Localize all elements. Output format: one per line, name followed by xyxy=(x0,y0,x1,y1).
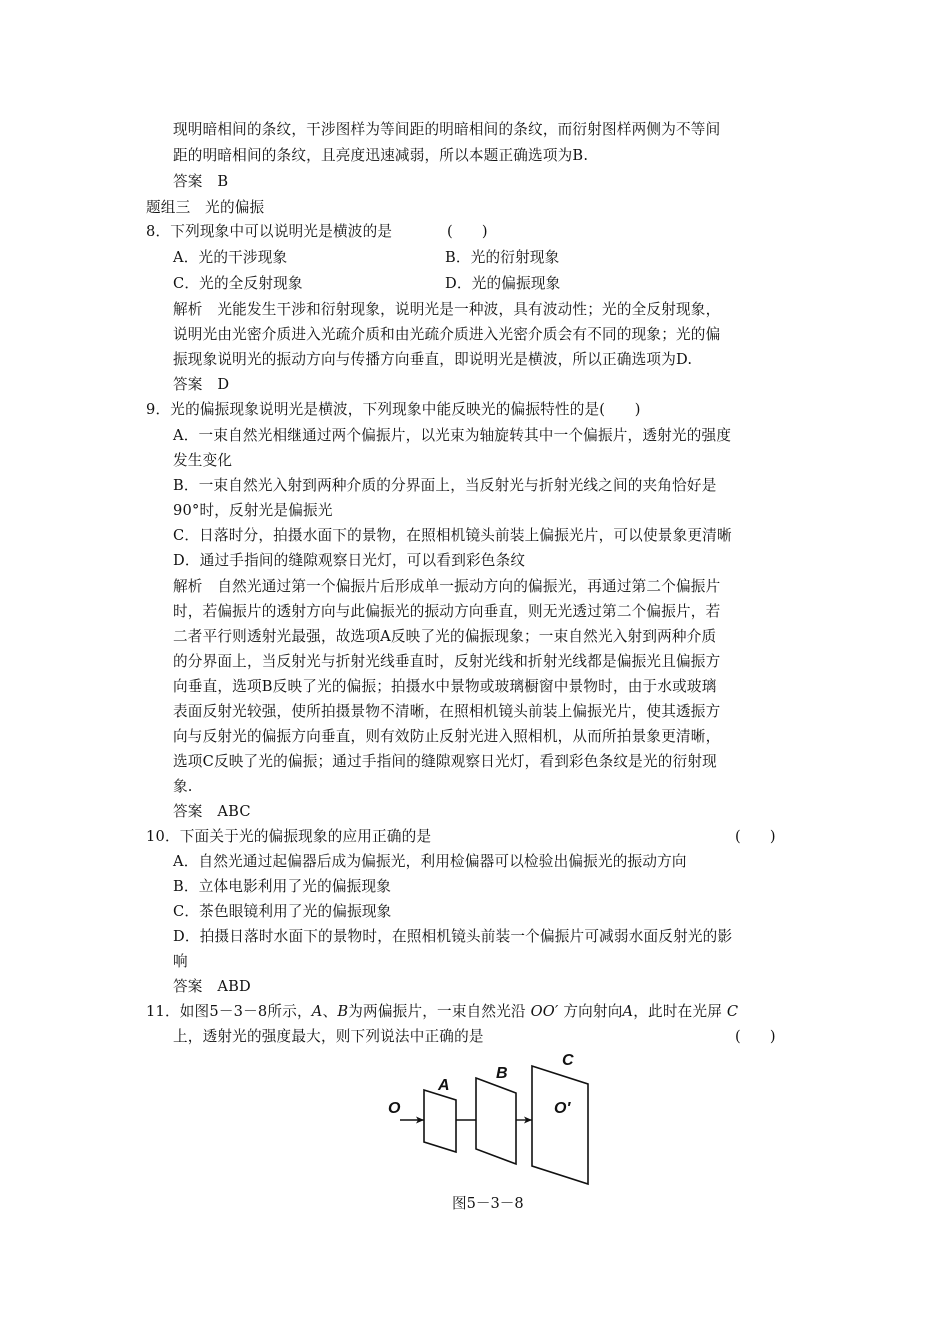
explanation-line: 的分界面上，当反射光与折射光线垂直时，反射光线和折射光线都是偏振光且偏振方 xyxy=(173,653,721,670)
option-d: D．光的偏振现象 xyxy=(445,275,561,292)
polarizer-a-plate xyxy=(424,1090,456,1152)
text-line: 现明暗相间的条纹，干涉图样为等间距的明暗相间的条纹，而衍射图样两侧为不等间 xyxy=(173,121,721,138)
q11-text: 、 xyxy=(322,1003,338,1020)
explanation-line: 向与反射光的偏振方向垂直，则有效防止反射光进入照相机，从而所拍景象更清晰， xyxy=(173,728,721,745)
option-d-cont: 响 xyxy=(173,953,188,970)
question-10: 10．下面关于光的偏振现象的应用正确的是 xyxy=(146,828,432,845)
q11-var: A xyxy=(622,1003,634,1020)
q11-text: 方向射向 xyxy=(563,1003,623,1020)
explanation-line: 选项C反映了光的偏振；通过手指间的缝隙观察日光灯，看到彩色条纹是光的衍射现 xyxy=(173,753,717,770)
label-a: A xyxy=(438,1077,450,1094)
question-11 xyxy=(146,1002,738,1022)
option-b-cont: 90°时，反射光是偏振光 xyxy=(173,502,333,519)
explanation-line: 二者平行则透射光最强，故选项A反映了光的偏振现象；一束自然光入射到两种介质 xyxy=(173,628,717,645)
q11-var: OO′ xyxy=(530,1003,559,1020)
answer-line: 答案 ABD xyxy=(173,978,251,995)
explanation-line: 向垂直，选项B反映了光的偏振；拍摄水中景物或玻璃橱窗中景物时，由于水或玻璃 xyxy=(173,678,717,695)
explanation-line: 时，若偏振片的透射方向与此偏振光的振动方向垂直，则无光透过第二个偏振片，若 xyxy=(173,603,721,620)
option-b: B．光的衍射现象 xyxy=(445,249,560,266)
answer-line: 答案 D xyxy=(173,376,230,393)
answer-bracket: ( ) xyxy=(735,828,776,845)
option-a: A．自然光通过起偏器后成为偏振光，利用检偏器可以检验出偏振光的振动方向 xyxy=(173,853,687,870)
q11-text: 为两偏振片，一束自然光沿 xyxy=(348,1003,526,1020)
option-c: C．日落时分，拍摄水面下的景物，在照相机镜头前装上偏振光片，可以使景象更清晰 xyxy=(173,527,732,544)
q11-var: C xyxy=(726,1003,739,1020)
q11-text: 11．如图5－3－8所示， xyxy=(146,1003,312,1020)
explanation-line: 解析 光能发生干涉和衍射现象，说明光是一种波，具有波动性；光的全反射现象， xyxy=(173,301,721,318)
answer-line: 答案 B xyxy=(173,173,229,190)
question-8: 8．下列现象中可以说明光是横波的是 xyxy=(146,223,393,240)
option-a: A．一束自然光相继通过两个偏振片，以光束为轴旋转其中一个偏振片，透射光的强度 xyxy=(173,427,732,444)
answer-line: 答案 ABC xyxy=(173,803,251,820)
answer-bracket: ( ) xyxy=(735,1028,776,1045)
polarizer-b-plate xyxy=(476,1078,516,1164)
option-a: A．光的干涉现象 xyxy=(173,249,288,266)
label-o-prime: O′ xyxy=(554,1100,571,1117)
label-b: B xyxy=(496,1065,508,1082)
section-heading: 题组三 光的偏振 xyxy=(146,199,265,216)
text-line: 距的明暗相间的条纹，且亮度迅速减弱，所以本题正确选项为B. xyxy=(173,147,589,164)
label-o: O xyxy=(388,1100,401,1117)
q11-var: A xyxy=(311,1003,323,1020)
answer-bracket: ( ) xyxy=(447,223,488,240)
q11-var: B xyxy=(337,1003,349,1020)
option-c: C．茶色眼镜利用了光的偏振现象 xyxy=(173,903,392,920)
screen-c-plate xyxy=(532,1066,588,1184)
explanation-line: 说明光由光密介质进入光疏介质和由光疏介质进入光密介质会有不同的现象；光的偏 xyxy=(173,326,721,343)
option-d: D．拍摄日落时水面下的景物时，在照相机镜头前装一个偏振片可减弱水面反射光的影 xyxy=(173,928,733,945)
explanation-line: 振现象说明光的振动方向与传播方向垂直，即说明光是横波，所以正确选项为D. xyxy=(173,351,693,368)
option-a-cont: 发生变化 xyxy=(173,452,233,469)
question-11-cont: 上，透射光的强度最大，则下列说法中正确的是 xyxy=(173,1028,484,1045)
polarizer-diagram xyxy=(380,1050,610,1190)
option-b: B．一束自然光入射到两种介质的分界面上，当反射光与折射光线之间的夹角恰好是 xyxy=(173,477,717,494)
q11-text: ，此时在光屏 xyxy=(633,1003,723,1020)
option-b: B．立体电影利用了光的偏振现象 xyxy=(173,878,392,895)
explanation-line: 表面反射光较强，使所拍摄景物不清晰，在照相机镜头前装上偏振光片，使其透振方 xyxy=(173,703,721,720)
option-d: D．通过手指间的缝隙观察日光灯，可以看到彩色条纹 xyxy=(173,552,526,569)
question-9: 9．光的偏振现象说明光是横波，下列现象中能反映光的偏振特性的是( ) xyxy=(146,401,641,418)
explanation-line: 象. xyxy=(173,778,193,795)
label-c: C xyxy=(562,1052,574,1069)
explanation-line: 解析 自然光通过第一个偏振片后形成单一振动方向的偏振光，再通过第二个偏振片 xyxy=(173,578,721,595)
figure-caption: 图5－3－8 xyxy=(452,1195,524,1212)
option-c: C．光的全反射现象 xyxy=(173,275,303,292)
